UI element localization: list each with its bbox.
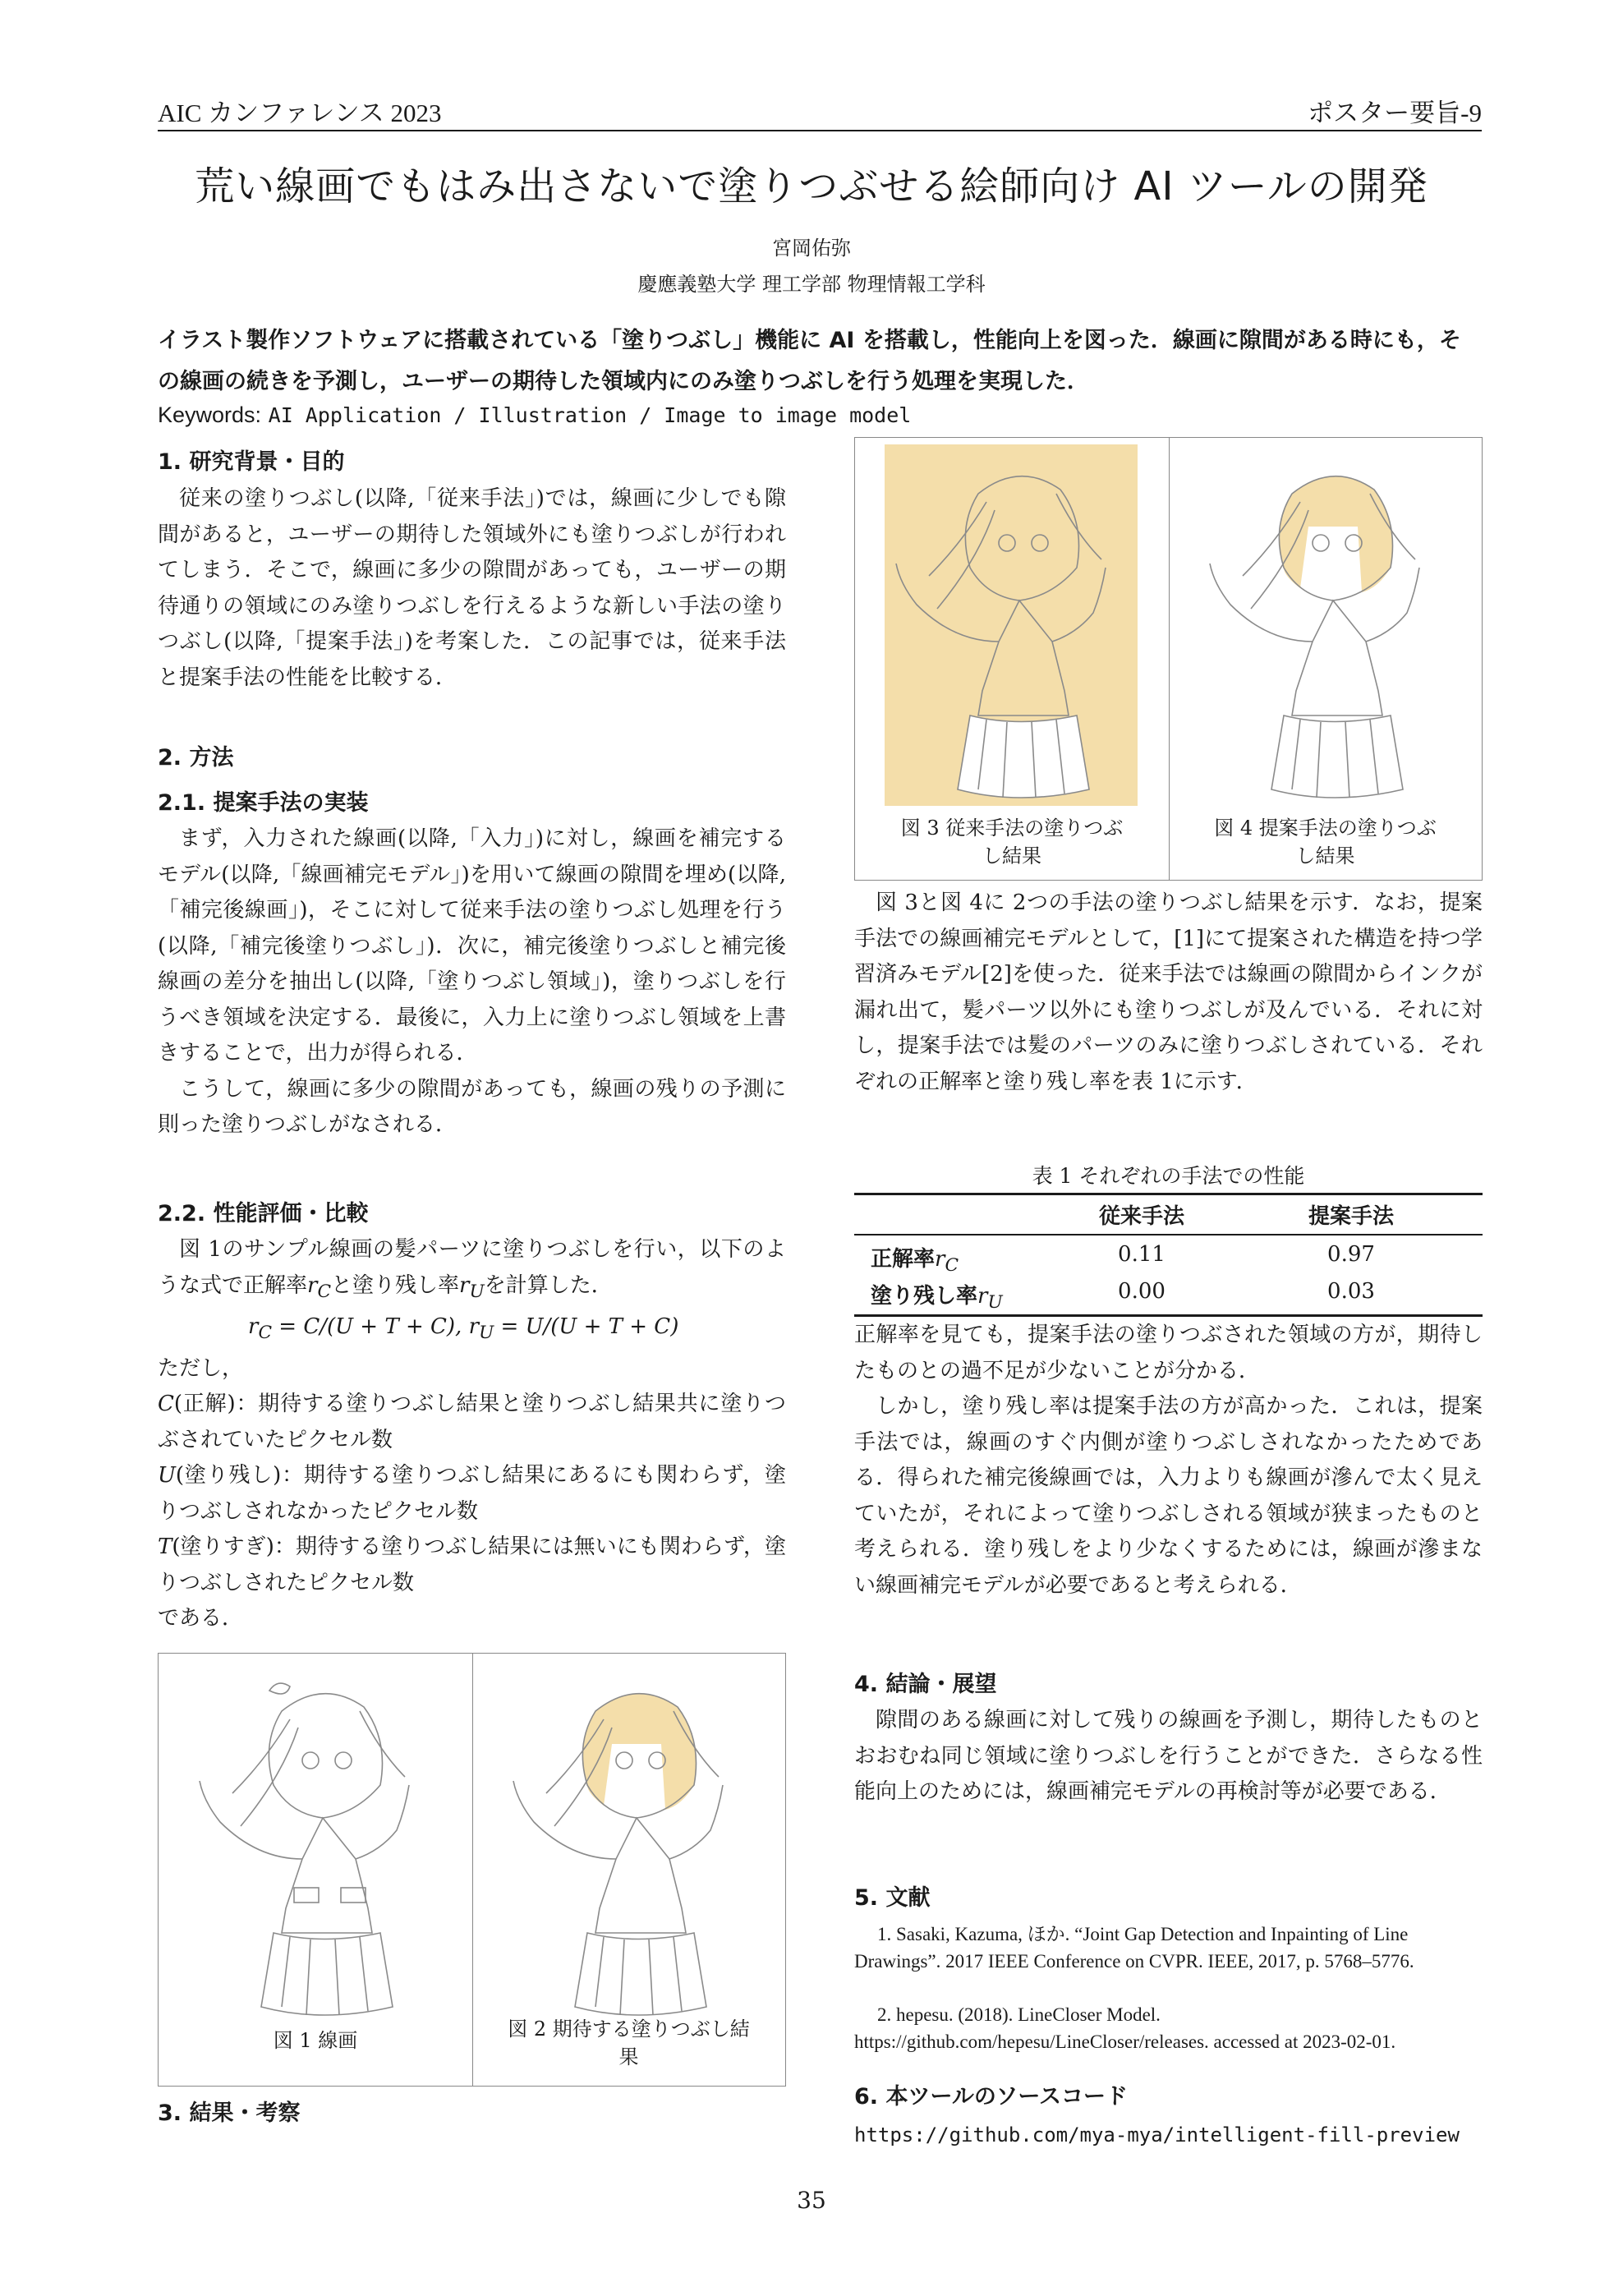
section-heading-1: 1. 研究背景・目的 <box>158 449 345 475</box>
definitions-intro: ただし， <box>158 1355 244 1381</box>
section-heading-4: 4. 結論・展望 <box>854 1672 997 1697</box>
figure-1-2-frame <box>158 1653 786 2087</box>
keywords-value: AI Application / Illustration / Image to image model <box>268 403 912 427</box>
figure-1-caption: 図 1 線画 <box>273 2029 358 2052</box>
proposed-fill-illustration <box>1169 444 1481 806</box>
section-4-body <box>854 1703 1483 1811</box>
subsection-2-2-body <box>158 1232 786 1637</box>
abstract: イラスト製作ソフトウェアに搭載されている「塗りつぶし」機能に AI を搭載し，性能向上を図った．線画に隙間がある時にも，その線画の続きを予測し，ユーザーの期待した領域内にのみ塗りつぶしを行う処理を実現した． <box>158 328 1461 394</box>
section-3-paragraph-2: 正解率を見ても，提案手法の塗りつぶされた領域の方が，期待したものとの過不足が少ないことが分かる． <box>854 1323 1483 1383</box>
definition-C: C(正解)：期待する塗りつぶし結果と塗りつぶし結果共に塗りつぶされていたピクセル数 <box>158 1392 786 1452</box>
table-cell-1-1: 0.11 <box>1118 1242 1166 1267</box>
affiliation: 慶應義塾大学 理工学部 物理情報工学科 <box>637 273 986 296</box>
figure-4-caption: 図 4 提案手法の塗りつぶし結果 <box>1214 817 1437 867</box>
section-heading-2: 2. 方法 <box>158 745 234 771</box>
poster-id: ポスター要旨-9 <box>1308 99 1482 127</box>
figure-2-caption: 図 2 期待する塗りつぶし結果 <box>508 2018 750 2068</box>
header-rule <box>158 130 1482 131</box>
subsection-heading-2-1: 2.1. 提案手法の実装 <box>158 790 369 816</box>
table-header-col-1: 従来手法 <box>1098 1204 1184 1229</box>
section-1-paragraph: 従来の塗りつぶし(以降,「従来手法」)では，線画に少しでも隙間があると，ユーザーの期待した領域外にも塗りつぶしが行われてしまう．そこで，線画に多少の隙間があっても，ユーザーの期待通りの領域にのみ塗りつぶしを行えるような新しい手法の塗りつぶし(以降,「提案手法」)を考案した．この記事では，従来手法と提案手法の性能を比較する． <box>158 486 786 690</box>
section-4-paragraph: 隙間のある線画に対して残りの線画を予測し，期待したものとおおむね同じ領域に塗りつぶしを行うことができた．さらなる性能向上のためには，線画補完モデルの再検討等が必要である． <box>854 1708 1483 1804</box>
reference-1: 1. Sasaki, Kazuma, ほか. “Joint Gap Detection and Inpainting of Line Drawings”. 2017 IEEE Conference on CVPR. IEEE, 2017, p. 5768–5776. <box>854 1924 1414 1972</box>
section-3-paragraph-3: しかし，塗り残し率は提案手法の方が高かった．これは，提案手法では，線画のすぐ内側が塗りつぶしされなかったためである．得られた補完後線画では，入力よりも線画が滲んで太く見えていたが，それによって塗りつぶしされる領域が狭まったものと考えられる．塗り残しをより少なくするためには，線画が滲まない線画補完モデルが必要であると考えられる． <box>854 1394 1483 1598</box>
table-cell-1-2: 0.97 <box>1327 1242 1375 1267</box>
section-heading-5: 5. 文献 <box>854 1885 931 1911</box>
subsection-2-1-paragraph-1: まず，入力された線画(以降,「入力」)に対し，線画を補完するモデル(以降,「線画補完モデル」)を用いて線画の隙間を埋め(以降,「補完後線画」)，そこに対して従来手法の塗りつぶし処理を行う(以降,「補完後塗りつぶし」)．次に，補完後塗りつぶしと補完後線画の差分を抽出し(以降,「塗りつぶし領域」)，塗りつぶしを行うべき領域を決定する．最後に，入力上に塗りつぶし領域を上書きすることで，出力が得られる． <box>158 826 786 1065</box>
figure-3-4-frame <box>854 437 1483 881</box>
keywords <box>158 403 911 428</box>
evaluation-intro: 図 1のサンプル線画の髪パーツに塗りつぶしを行い，以下のような式で正解率$r_C$と塗り残し率$r_U$を計算した． <box>158 1237 786 1302</box>
subsection-heading-2-2: 2.2. 性能評価・比較 <box>158 1201 369 1226</box>
definition-T: T(塗りすぎ)：期待する塗りつぶし結果には無いにも関わらず，塗りつぶしされたピクセル数 <box>158 1535 786 1595</box>
paper-title: 荒い線画でもはみ出さないで塗りつぶせる絵師向け AI ツールの開発 <box>195 163 1428 209</box>
figure-2 <box>472 1654 785 2086</box>
section-3-body-2 <box>854 1318 1483 1604</box>
author-name: 宮岡佑弥 <box>772 237 851 260</box>
formula: $r_C = C/(U + T + C)$, $r_U = U/(U + T + C)$ <box>248 1314 679 1344</box>
keywords-label: Keywords: <box>158 403 262 427</box>
table-1 <box>854 1193 1483 1316</box>
figure-4 <box>1169 438 1482 880</box>
section-3-body-1 <box>854 886 1483 1100</box>
section-heading-6: 6. 本ツールのソースコード <box>854 2084 1129 2110</box>
line-drawing-illustration <box>159 1662 471 2023</box>
table-1-caption: 表 1 それぞれの手法での性能 <box>1032 1164 1305 1188</box>
section-3-paragraph-1: 図 3と図 4に 2つの手法の塗りつぶし結果を示す．なお，提案手法での線画補完モデルとして，[1]にて提案された構造を持つ学習済みモデル[2]を使った．従来手法では線画の隙間からインクが漏れ出て，髪パーツ以外にも塗りつぶしが及んでいる．それに対し，提案手法では髪のパーツのみに塗りつぶしされている．それぞれの正解率と塗り残し率を表 1に示す． <box>854 890 1483 1094</box>
table-top-rule <box>854 1193 1483 1195</box>
conventional-fill-illustration <box>855 444 1167 806</box>
expected-fill-illustration <box>472 1662 784 2023</box>
table-bottom-rule <box>854 1314 1483 1317</box>
source-code-link[interactable]: https://github.com/mya-mya/intelligent-fill-preview <box>854 2123 1460 2146</box>
table-cell-2-1: 0.00 <box>1118 1279 1166 1304</box>
reference-2: 2. hepesu. (2018). LineCloser Model. https://github.com/hepesu/LineCloser/releases. accessed at 2023-02-01. <box>854 2004 1396 2052</box>
section-heading-3: 3. 結果・考察 <box>158 2100 301 2126</box>
conference-name: AIC カンファレンス 2023 <box>158 99 442 127</box>
subsection-2-1-body <box>158 821 786 1143</box>
table-row-label-2: 塗り残し率$r_U$ <box>871 1284 1003 1314</box>
figure-3-caption: 図 3 従来手法の塗りつぶし結果 <box>900 817 1124 867</box>
figure-1 <box>159 1654 473 2086</box>
page-number: 35 <box>797 2187 826 2214</box>
definitions-end: である． <box>158 1606 244 1631</box>
table-cell-2-2: 0.03 <box>1327 1279 1375 1304</box>
section-1-body <box>158 481 786 696</box>
definition-U: U(塗り残し)：期待する塗りつぶし結果にあるにも関わらず，塗りつぶしされなかったピクセル数 <box>158 1463 786 1524</box>
table-row-label-1: 正解率$r_C$ <box>871 1247 959 1277</box>
subsection-2-1-paragraph-2: こうして，線画に多少の隙間があっても，線画の残りの予測に則った塗りつぶしがなされる． <box>158 1076 786 1137</box>
table-header-col-2: 提案手法 <box>1308 1204 1394 1229</box>
figure-3 <box>855 438 1170 880</box>
table-mid-rule <box>854 1234 1483 1235</box>
